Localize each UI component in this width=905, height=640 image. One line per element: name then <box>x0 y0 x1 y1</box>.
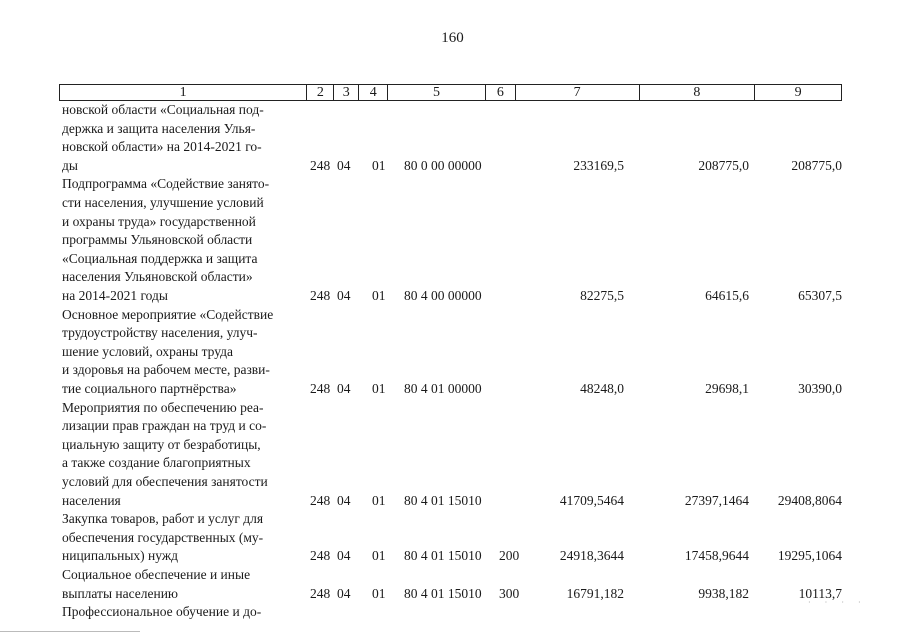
description-line: а также создание благоприятных <box>62 455 251 471</box>
table-row <box>62 399 842 511</box>
column-header-4: 4 <box>359 85 388 100</box>
row-description <box>62 101 298 175</box>
column-header-7: 7 <box>516 85 640 100</box>
description-line: сти населения, улучшение условий <box>62 194 264 210</box>
row-description <box>62 510 298 566</box>
column-header-6: 6 <box>486 85 516 100</box>
cell-col8: 208775,0 <box>698 157 749 173</box>
column-header-1: 1 <box>60 85 307 100</box>
cell-col9: 29408,8064 <box>777 492 842 508</box>
cell-col7: 48248,0 <box>580 380 624 396</box>
description-line: держка и защита населения Улья- <box>62 120 256 136</box>
description-line: шение условий, охраны труда <box>62 343 233 359</box>
cell-col5: 80 4 01 15010 <box>404 548 482 564</box>
cell-col3: 04 <box>337 492 351 508</box>
description-line: ниципальных) нужд <box>62 548 179 564</box>
cell-col9: 65307,5 <box>798 287 842 303</box>
cell-col2: 248 <box>310 157 331 173</box>
cell-col9: 19295,1064 <box>777 548 842 564</box>
description-line: Основное мероприятие «Содействие <box>62 306 274 322</box>
description-line: новской области «Социальная под- <box>62 102 264 117</box>
cell-col8: 9938,182 <box>698 585 749 601</box>
cell-col8: 64615,6 <box>705 287 749 303</box>
cell-col8: 29698,1 <box>705 380 749 396</box>
cell-col2: 248 <box>310 548 331 564</box>
cell-col7: 16791,182 <box>566 585 624 601</box>
cell-col4: 01 <box>372 548 386 564</box>
row-description <box>62 603 298 622</box>
table-row <box>62 175 842 305</box>
cell-col9: 30390,0 <box>798 380 842 396</box>
cell-col7: 82275,5 <box>580 287 624 303</box>
cell-col4: 01 <box>372 492 386 508</box>
row-description <box>62 306 298 399</box>
table-row <box>62 510 842 566</box>
column-header-2: 2 <box>307 85 334 100</box>
cell-col2: 248 <box>310 287 331 303</box>
table-row <box>62 306 842 399</box>
description-line: циальную защиту от безработицы, <box>62 436 261 452</box>
cell-col3: 04 <box>337 548 351 564</box>
description-line: ды <box>62 157 78 173</box>
description-line: лизации прав граждан на труд и со- <box>62 418 267 434</box>
column-header-5: 5 <box>388 85 486 100</box>
description-line: новской области» на 2014-2021 го- <box>62 139 262 155</box>
description-line: населения Ульяновской области» <box>62 269 253 285</box>
description-line: Закупка товаров, работ и услуг для <box>62 511 264 527</box>
cell-col7: 41709,5464 <box>559 492 624 508</box>
column-header-8: 8 <box>640 85 756 100</box>
description-line: выплаты населению <box>62 585 179 601</box>
page-number: 160 <box>441 30 464 46</box>
description-line: программы Ульяновской области <box>62 232 253 248</box>
page-edge-line <box>0 631 140 632</box>
description-line: условий для обеспечения занятости <box>62 473 268 489</box>
column-header-9: 9 <box>794 85 802 100</box>
table-row <box>62 101 842 175</box>
cell-col5: 80 4 01 15010 <box>404 492 482 508</box>
scan-specks: · · · · <box>808 598 867 607</box>
cell-col5: 80 4 01 15010 <box>404 585 482 601</box>
cell-col4: 01 <box>372 287 386 303</box>
cell-col3: 04 <box>337 380 351 396</box>
cell-col6: 200 <box>499 548 520 564</box>
cell-col9: 10113,7 <box>798 585 842 601</box>
cell-col2: 248 <box>310 380 331 396</box>
description-line: обеспечения государственных (му- <box>62 529 264 545</box>
description-line: и здоровья на рабочем месте, разви- <box>62 362 270 378</box>
cell-col3: 04 <box>337 585 351 601</box>
row-description <box>62 566 298 603</box>
cell-col7: 24918,3644 <box>559 548 624 564</box>
cell-col5: 80 0 00 00000 <box>404 157 482 173</box>
cell-col7: 233169,5 <box>573 157 624 173</box>
cell-col4: 01 <box>372 157 386 173</box>
cell-col3: 04 <box>337 287 351 303</box>
description-line: Профессиональное обучение и до- <box>62 604 262 620</box>
row-description <box>62 175 298 305</box>
description-line: Подпрограмма «Содействие занято- <box>62 176 270 192</box>
description-line: на 2014-2021 годы <box>62 287 168 303</box>
table-header <box>59 84 842 101</box>
description-line: Мероприятия по обеспечению реа- <box>62 399 264 415</box>
cell-col2: 248 <box>310 585 331 601</box>
description-line: тие социального партнёрства» <box>62 380 237 396</box>
description-line: и охраны труда» государственной <box>62 213 256 229</box>
cell-col9: 208775,0 <box>791 157 842 173</box>
cell-col4: 01 <box>372 380 386 396</box>
cell-col6: 300 <box>499 585 520 601</box>
cell-col2: 248 <box>310 492 331 508</box>
column-header-3: 3 <box>334 85 359 100</box>
cell-col5: 80 4 01 00000 <box>404 380 482 396</box>
table-row <box>62 566 842 603</box>
cell-col5: 80 4 00 00000 <box>404 287 482 303</box>
cell-col8: 17458,9644 <box>684 548 749 564</box>
description-line: «Социальная поддержка и защита <box>62 250 258 266</box>
cell-col3: 04 <box>337 157 351 173</box>
description-line: трудоустройству населения, улуч- <box>62 325 258 341</box>
table-row <box>62 603 842 622</box>
row-description <box>62 399 298 511</box>
description-line: Социальное обеспечение и иные <box>62 567 251 582</box>
cell-col8: 27397,1464 <box>684 492 749 508</box>
cell-col4: 01 <box>372 585 386 601</box>
description-line: населения <box>62 492 121 508</box>
